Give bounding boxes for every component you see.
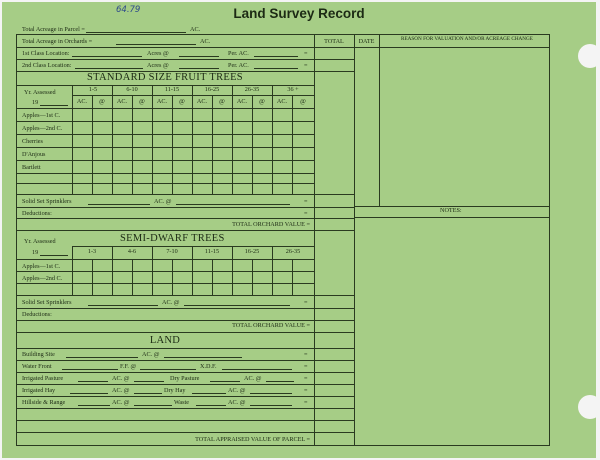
binder-hole-bottom <box>578 395 600 419</box>
standard-row-1: Apples—1st C. <box>22 112 61 119</box>
standard-trees-heading: STANDARD SIZE FRUIT TREES <box>87 72 243 83</box>
building-site-eq: = <box>304 351 308 358</box>
dry-pasture-label: Dry Pasture <box>170 375 200 382</box>
waste-label: Waste <box>174 399 189 406</box>
standard-deductions-eq: = <box>304 210 308 217</box>
binder-hole-top <box>578 44 600 68</box>
standard-year-prefix: 19 <box>32 99 39 106</box>
location-1-eq: = <box>304 50 308 57</box>
semi-range-6: 26-35 <box>285 248 301 255</box>
standard-at-3: @ <box>179 98 185 105</box>
semi-dwarf-heading: SEMI-DWARF TREES <box>120 233 225 244</box>
standard-range-1: 1-5 <box>88 86 98 93</box>
dry-pasture-ac: AC. @ <box>244 375 262 382</box>
location-2-eq: = <box>304 62 308 69</box>
location-1-label: 1st Class Location: <box>22 50 70 57</box>
standard-ac-1: AC. <box>76 98 88 105</box>
water-front-eq: = <box>304 363 308 370</box>
orchard-acreage-unit: AC. <box>200 38 211 45</box>
semi-sprinklers-label: Solid Set Sprinklers <box>22 299 72 306</box>
location-2-label: 2nd Class Location: <box>22 62 72 69</box>
standard-ac-5: AC. <box>236 98 248 105</box>
page-title: Land Survey Record <box>233 6 365 21</box>
semi-range-4: 11-15 <box>204 248 220 255</box>
irrigated-hay-label: Irrigated Hay <box>22 387 56 394</box>
parcel-acreage-value: 64.79 <box>116 5 141 15</box>
standard-row-3: Cherries <box>22 138 43 145</box>
dry-hay-ac: AC. @ <box>228 387 246 394</box>
standard-total-label: TOTAL ORCHARD VALUE = <box>232 221 310 228</box>
semi-row-2: Apples—2nd C. <box>22 275 63 282</box>
standard-at-1: @ <box>99 98 105 105</box>
semi-year-prefix: 19 <box>32 249 39 256</box>
date-column-header: DATE <box>358 38 375 45</box>
irrigated-hay-eq: = <box>304 387 308 394</box>
notes-label: NOTES: <box>440 207 462 214</box>
semi-deductions-label: Deductions: <box>22 311 52 318</box>
standard-at-5: @ <box>259 98 265 105</box>
location-2-acres: Acres @ <box>147 62 169 69</box>
irrigated-pasture-eq: = <box>304 375 308 382</box>
standard-at-6: @ <box>300 98 306 105</box>
building-site-ac: AC. @ <box>142 351 160 358</box>
irrigated-hay-ac: AC. @ <box>112 387 130 394</box>
hillside-range-label: Hillside & Range <box>22 399 66 406</box>
parcel-acreage-label: Total Acreage in Parcel = <box>22 26 85 33</box>
standard-row-2: Apples—2nd C. <box>22 125 63 132</box>
land-heading: LAND <box>149 335 181 346</box>
standard-row-4: D'Anjous <box>22 151 46 158</box>
irrigated-pasture-label: Irrigated Pasture <box>22 375 64 382</box>
standard-range-4: 16-25 <box>204 86 220 93</box>
semi-range-2: 4-6 <box>127 248 137 255</box>
semi-range-1: 1-3 <box>87 248 97 255</box>
standard-range-2: 6-10 <box>126 86 138 93</box>
standard-ac-3: AC. <box>156 98 168 105</box>
standard-ac-6: AC. <box>276 98 288 105</box>
semi-yr-assessed: Yr. Assessed <box>24 238 56 245</box>
water-front-ff: F.F. @ <box>120 363 137 370</box>
standard-range-6: 36 + <box>287 86 299 93</box>
standard-row-5: Bartlett <box>22 164 41 171</box>
dry-hay-label: Dry Hay <box>164 387 186 394</box>
water-front-xdf: X.D.F. <box>200 363 217 370</box>
standard-sprinklers-ac: AC. @ <box>154 198 172 205</box>
reason-column-header: REASON FOR VALUATION AND/OR ACREAGE CHANGE <box>401 36 533 42</box>
standard-yr-assessed: Yr. Assessed <box>24 89 56 96</box>
standard-deductions-label: Deductions: <box>22 210 52 217</box>
location-1-acres: Acres @ <box>147 50 169 57</box>
semi-sprinklers-eq: = <box>304 299 308 306</box>
total-column-header: TOTAL <box>324 38 344 45</box>
semi-sprinklers-ac: AC. @ <box>162 299 180 306</box>
irrigated-pasture-ac: AC. @ <box>112 375 130 382</box>
building-site-label: Building Site <box>22 351 55 358</box>
standard-sprinklers-eq: = <box>304 198 308 205</box>
total-appraised-label: TOTAL APPRAISED VALUE OF PARCEL = <box>195 436 310 443</box>
semi-range-5: 16-25 <box>244 248 260 255</box>
standard-range-5: 26-35 <box>244 86 260 93</box>
semi-row-1: Apples—1st C. <box>22 263 61 270</box>
standard-sprinklers-label: Solid Set Sprinklers <box>22 198 72 205</box>
hillside-range-eq: = <box>304 399 308 406</box>
semi-total-label: TOTAL ORCHARD VALUE = <box>232 322 310 329</box>
location-2-per: Per. AC. <box>228 62 249 69</box>
standard-at-2: @ <box>139 98 145 105</box>
orchard-acreage-label: Total Acreage in Orchards = <box>22 38 93 45</box>
water-front-label: Water Front <box>22 363 52 370</box>
standard-ac-2: AC. <box>116 98 128 105</box>
standard-at-4: @ <box>219 98 225 105</box>
standard-range-3: 11-15 <box>164 86 180 93</box>
waste-ac: AC. @ <box>228 399 246 406</box>
location-1-per: Per. AC. <box>228 50 249 57</box>
parcel-acreage-unit: AC. <box>190 26 201 33</box>
standard-ac-4: AC. <box>196 98 208 105</box>
survey-card <box>2 2 596 458</box>
hillside-range-ac: AC. @ <box>112 399 130 406</box>
semi-range-3: 7-10 <box>166 248 178 255</box>
